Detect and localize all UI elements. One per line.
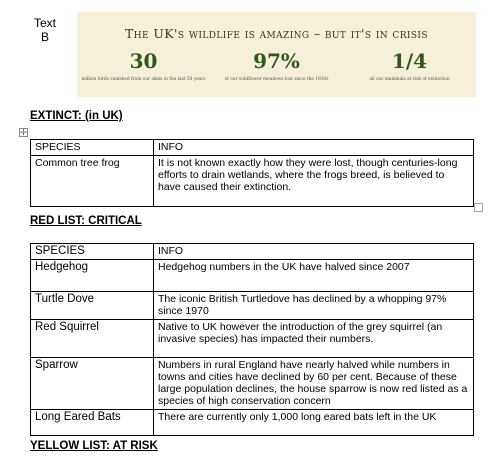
table-row bbox=[31, 410, 474, 436]
table-row bbox=[31, 156, 474, 207]
heading-yellow-list: YELLOW LIST: AT RISK bbox=[30, 440, 158, 452]
banner-title: The UK's wildlife is amazing – but it's in crisis bbox=[125, 26, 428, 41]
stat-caption: all our mammals at risk of extinction bbox=[369, 77, 450, 82]
stat-meadows bbox=[210, 50, 343, 82]
table-row bbox=[31, 292, 474, 320]
species-cell: Turtle Dove bbox=[31, 292, 154, 320]
stat-value: 97% bbox=[253, 49, 300, 73]
stat-caption: of our wildflower meadows lost since the 1930s bbox=[224, 77, 329, 82]
header-info: INFO bbox=[154, 244, 474, 260]
table-header-row bbox=[31, 244, 474, 260]
stat-value: 1/4 bbox=[391, 49, 428, 73]
table-row bbox=[31, 320, 474, 358]
table-row bbox=[31, 358, 474, 410]
info-cell: There are currently only 1,000 long eared bats left in the UK bbox=[154, 410, 474, 436]
species-cell: Red Squirrel bbox=[31, 320, 154, 358]
header-info: INFO bbox=[154, 140, 474, 156]
species-cell: Long Eared Bats bbox=[31, 410, 154, 436]
heading-red-list: RED LIST: CRITICAL bbox=[30, 215, 142, 227]
stat-mammals bbox=[343, 50, 476, 82]
species-cell: Common tree frog bbox=[31, 156, 154, 207]
stat-birds bbox=[77, 50, 210, 82]
table-move-handle-icon[interactable]: ✢ bbox=[20, 128, 27, 137]
info-cell: Native to UK however the introduction of the grey squirrel (an invasive species) has impacted their numbers. bbox=[154, 320, 474, 358]
table-row bbox=[31, 260, 474, 292]
red-list-table bbox=[30, 243, 474, 436]
species-cell: Sparrow bbox=[31, 358, 154, 410]
stat-caption: million birds vanished from our skies in the last 50 years bbox=[81, 77, 206, 82]
table-resize-handle[interactable] bbox=[474, 203, 483, 212]
header-species: SPECIES bbox=[31, 244, 154, 260]
wildlife-crisis-banner bbox=[77, 12, 476, 97]
info-cell: Hedgehog numbers in the UK have halved since 2007 bbox=[154, 260, 474, 292]
heading-extinct: EXTINCT: (in UK) bbox=[30, 110, 123, 122]
extinct-table bbox=[30, 139, 474, 207]
info-cell: Numbers in rural England have nearly halved while numbers in towns and cities have declined by 60 per cent. Because of these large population declines, the house sparrow is now red listed as a species of high conservation concern bbox=[154, 358, 474, 410]
header-species: SPECIES bbox=[31, 140, 154, 156]
info-cell: The iconic British Turtledove has declined by a whopping 97% since 1970 bbox=[154, 292, 474, 320]
stat-value: 30 bbox=[129, 49, 158, 73]
species-cell: Hedgehog bbox=[31, 260, 154, 292]
table-header-row bbox=[31, 140, 474, 156]
text-box-label: Text B bbox=[33, 16, 56, 44]
info-cell: It is not known exactly how they were lost, though centuries-long efforts to drain wetlands, where the frogs breed, is believed to have caused their extinction. bbox=[154, 156, 474, 207]
